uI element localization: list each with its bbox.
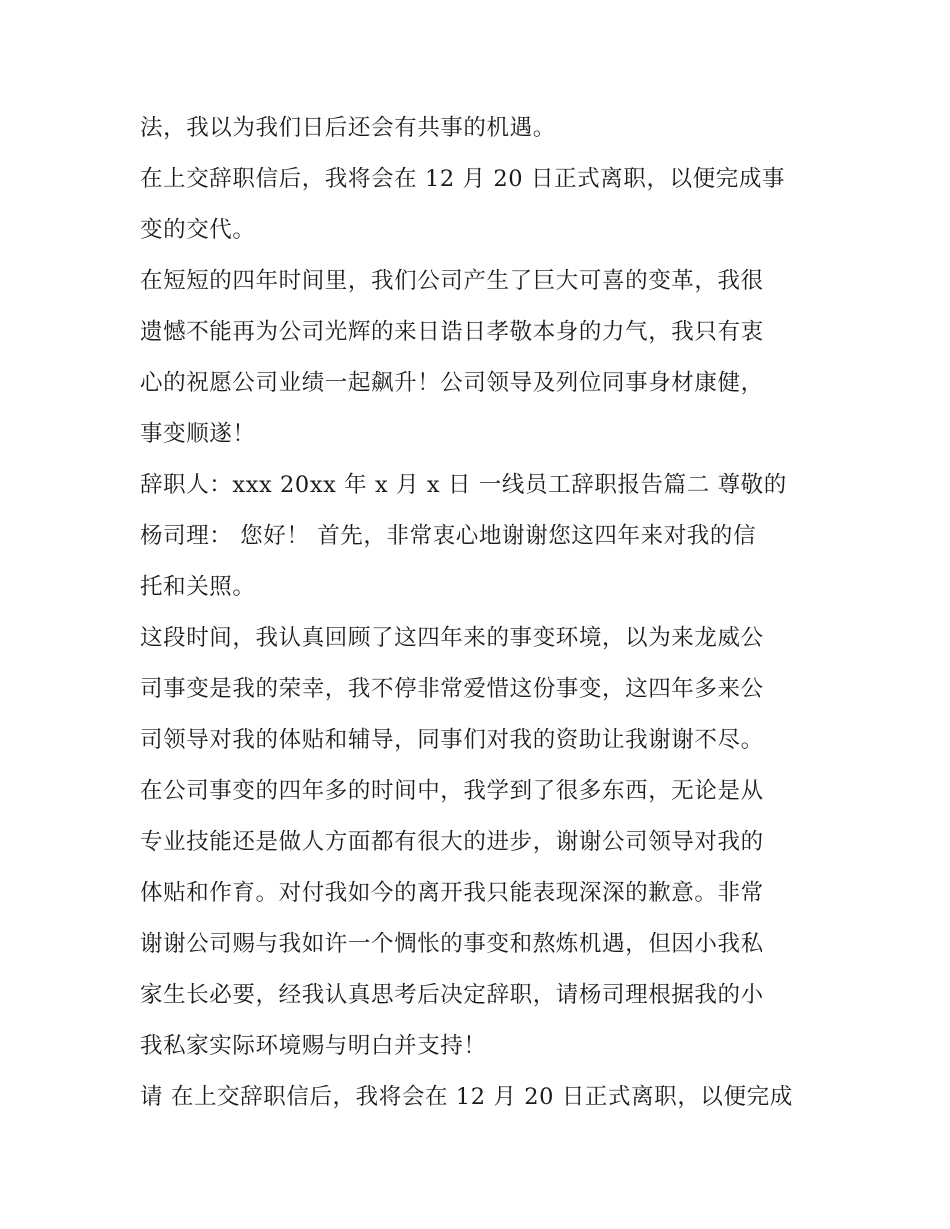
text-line: 在上交辞职信后，我将会在 12 月 20 日正式离职，以便完成事 (140, 166, 786, 192)
text-line: 托和关照。 (140, 574, 256, 600)
text-line: 在公司事变的四年多的时间中，我学到了很多东西，无论是从 (140, 778, 764, 804)
text-line: 在短短的四年时间里，我们公司产生了巨大可喜的变革，我很 (140, 268, 764, 294)
text-line: 辞职人：xxx 20xx 年 x 月 x 日 一线员工辞职报告篇二 尊敬的 (140, 472, 787, 498)
text-line: 司领导对我的体贴和辅导，同事们对我的资助让我谢谢不尽。 (140, 727, 764, 753)
text-line: 家生长必要，经我认真思考后决定辞职，请杨司理根据我的小 (140, 982, 764, 1008)
text-line: 心的祝愿公司业绩一起飙升！公司领导及列位同事身材康健， (140, 370, 764, 396)
text-line: 这段时间，我认真回顾了这四年来的事变环境，以为来龙威公 (140, 625, 764, 651)
text-line: 法，我以为我们日后还会有共事的机遇。 (140, 115, 556, 141)
text-line: 事变顺遂！ (140, 421, 256, 447)
text-line: 专业技能还是做人方面都有很大的进步，谢谢公司领导对我的 (140, 829, 764, 855)
text-line: 请 在上交辞职信后，我将会在 12 月 20 日正式离职，以便完成 (140, 1084, 793, 1110)
text-line: 遗憾不能再为公司光辉的来日诰日孝敬本身的力气，我只有衷 (140, 319, 764, 345)
text-line: 杨司理： 您好！ 首先，非常衷心地谢谢您这四年来对我的信 (140, 523, 757, 549)
text-line: 体贴和作育。对付我如今的离开我只能表现深深的歉意。非常 (140, 880, 764, 906)
text-line: 变的交代。 (140, 217, 256, 243)
text-line: 我私家实际环境赐与明白并支持！ (140, 1033, 487, 1059)
text-line: 司事变是我的荣幸，我不停非常爱惜这份事变，这四年多来公 (140, 676, 764, 702)
text-line: 谢谢公司赐与我如许一个惆怅的事变和熬炼机遇，但因小我私 (140, 931, 764, 957)
document-body (140, 103, 812, 1123)
